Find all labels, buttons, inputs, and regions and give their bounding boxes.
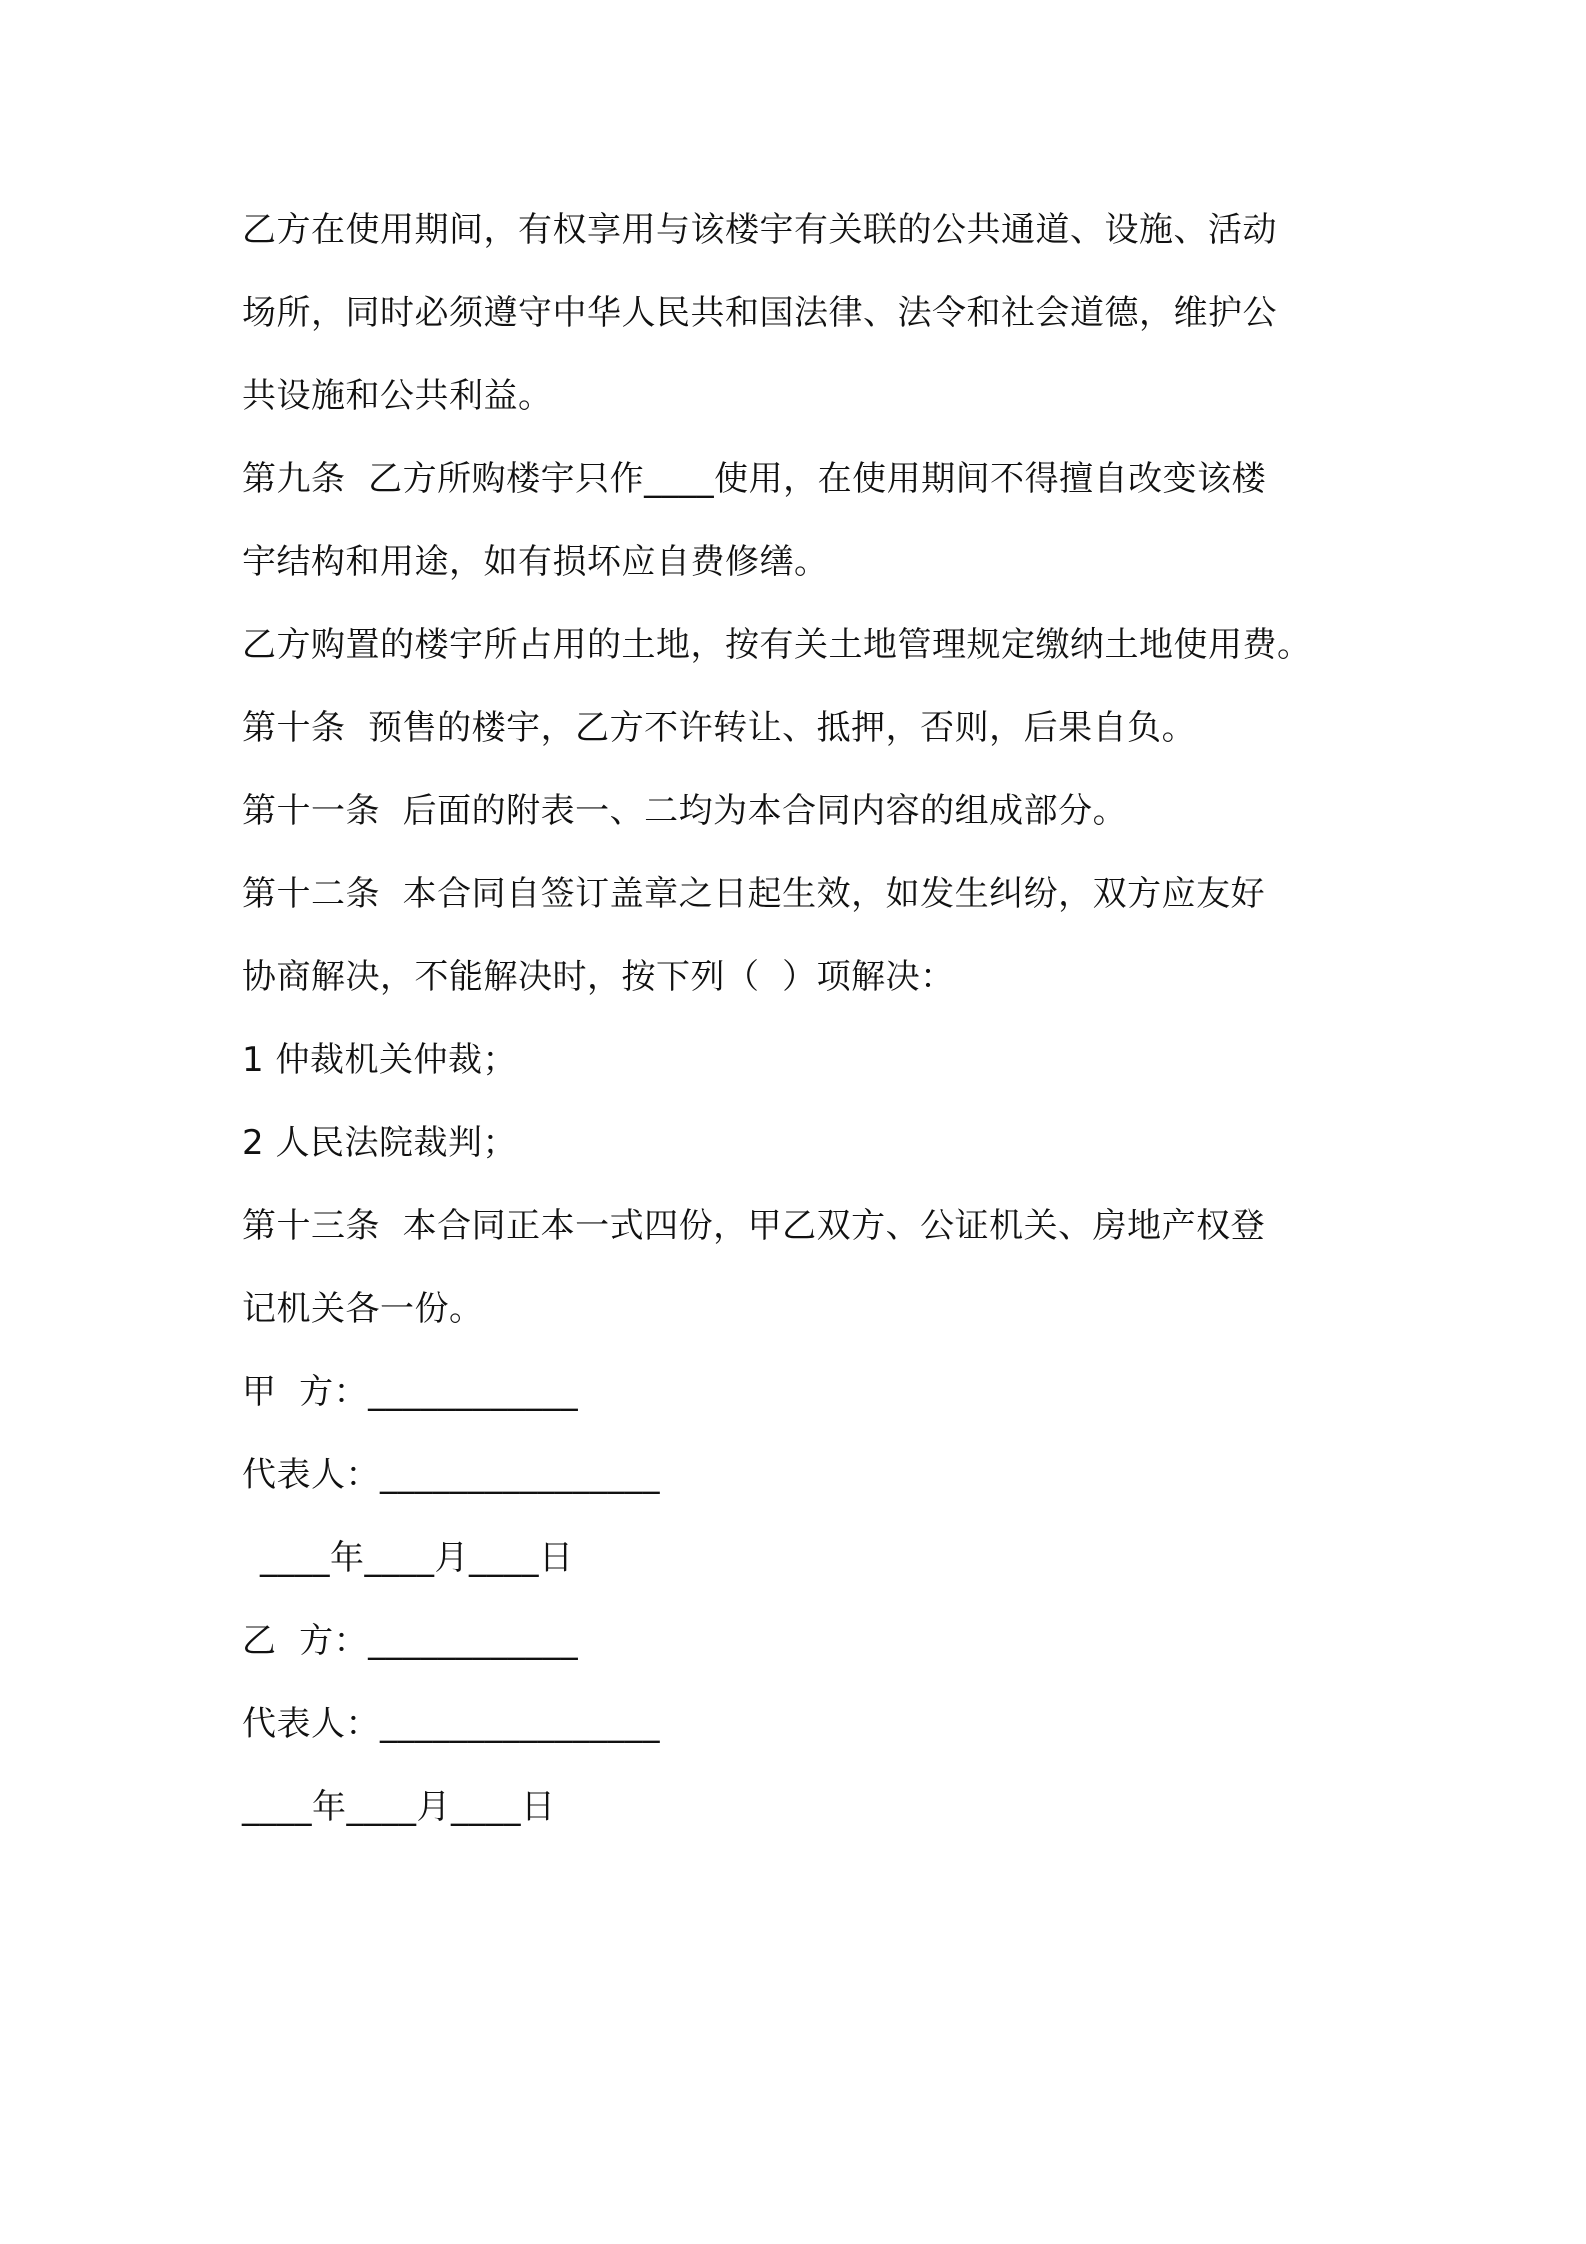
dispute-option-1: 1 仲裁机关仲裁； (242, 1040, 517, 1080)
land-use-fee-paragraph: 乙方购置的楼宇所占用的土地，按有关土地管理规定缴纳土地使用费。 (242, 625, 1312, 665)
clause-13-line-1: 第十三条 本合同正本一式四份，甲乙双方、公证机关、房地产权登 (242, 1206, 1266, 1246)
clause-10: 第十条 预售的楼宇，乙方不许转让、抵押，否则，后果自负。 (242, 708, 1197, 748)
party-b-date-field: ____年____月____日 (242, 1787, 556, 1827)
clause-12-line-2: 协商解决，不能解决时，按下列（ ）项解决： (242, 957, 955, 997)
clause-8-continued-line-2: 场所，同时必须遵守中华人民共和国法律、法令和社会道德，维护公 (242, 293, 1277, 333)
clause-12-line-1: 第十二条 本合同自签订盖章之日起生效，如发生纠纷，双方应友好 (242, 874, 1266, 914)
clause-8-continued-line-3: 共设施和公共利益。 (242, 376, 553, 416)
party-a-signature-field: 甲 方：____________ (242, 1372, 579, 1412)
party-a-representative-field: 代表人：________________ (242, 1455, 660, 1495)
dispute-option-2: 2 人民法院裁判； (242, 1123, 517, 1163)
party-a-date-field: ____年____月____日 (260, 1538, 574, 1578)
clause-9-line-2: 宇结构和用途，如有损坏应自费修缮。 (242, 542, 829, 582)
clause-11: 第十一条 后面的附表一、二均为本合同内容的组成部分。 (242, 791, 1128, 831)
party-b-signature-field: 乙 方：____________ (242, 1621, 579, 1661)
contract-body (242, 198, 1372, 1858)
clause-9-line-1: 第九条 乙方所购楼宇只作____使用，在使用期间不得擅自改变该楼 (242, 459, 1267, 499)
clause-13-line-2: 记机关各一份。 (242, 1289, 484, 1329)
party-b-representative-field: 代表人：________________ (242, 1704, 660, 1744)
clause-8-continued-line-1: 乙方在使用期间，有权享用与该楼宇有关联的公共通道、设施、活动 (242, 210, 1277, 250)
